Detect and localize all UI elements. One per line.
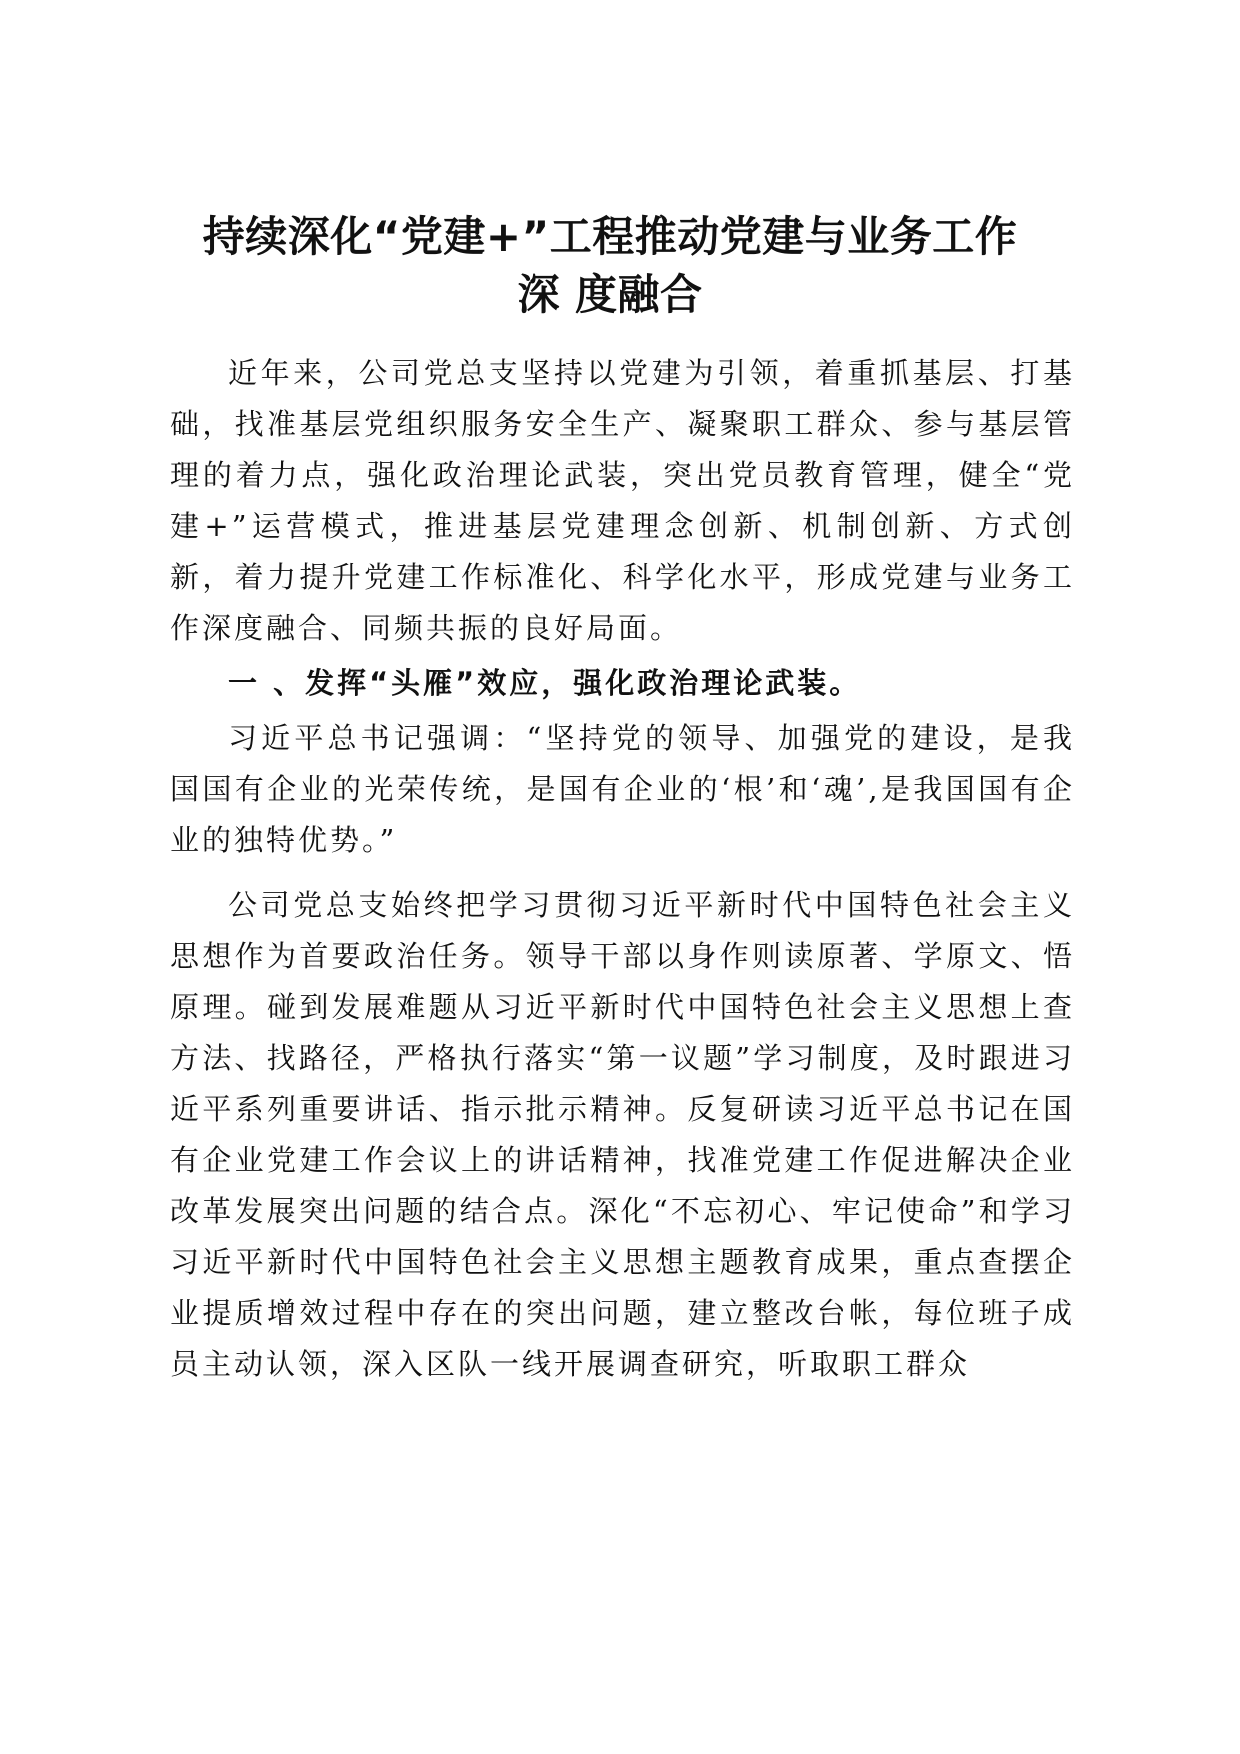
section-1-heading: 一 、发挥“头雁”效应，强化政治理论武装。: [228, 666, 862, 700]
document-body: [170, 348, 1075, 1390]
section-1-body-paragraph: 公司党总支始终把学习贯彻习近平新时代中国特色社会主义思想作为首要政治任务。领导干部以身作则读原著、学原文、悟原理。碰到发展难题从习近平新时代中国特色社会主义思想上查方法、找路径，严格执行落实“第一议题”学习制度，及时跟进习近平系列重要讲话、指示批示精神。反复研读习近平总书记在国有企业党建工作会议上的讲话精神，找准党建工作促进解决企业改革发展突出问题的结合点。深化“不忘初心、牢记使命”和学习习近平新时代中国特色社会主义思想主题教育成果，重点查摆企业提质增效过程中存在的突出问题，建立整改台帐，每位班子成员主动认领，深入区队一线开展调查研究，听取职工群众: [170, 888, 1075, 1381]
title-line-1: 持续深化“党建+”工程推动党建与业务工作: [202, 212, 1018, 261]
title-line-2: 深 度融合: [517, 270, 703, 319]
intro-paragraph: 近年来，公司党总支坚持以党建为引领，着重抓基层、打基础，找准基层党组织服务安全生产、凝聚职工群众、参与基层管理的着力点，强化政治理论武装，突出党员教育管理，健全“党建+”运营模式，推进基层党建理念创新、机制创新、方式创新，着力提升党建工作标准化、科学化水平，形成党建与业务工作深度融合、同频共振的良好局面。: [170, 356, 1075, 645]
document-title: [130, 208, 1090, 324]
section-1-quote-paragraph: 习近平总书记强调：“坚持党的领导、加强党的建设，是我国国有企业的光荣传统，是国有企业的‘根’和‘魂’,是我国国有企业的独特优势。”: [170, 721, 1075, 857]
